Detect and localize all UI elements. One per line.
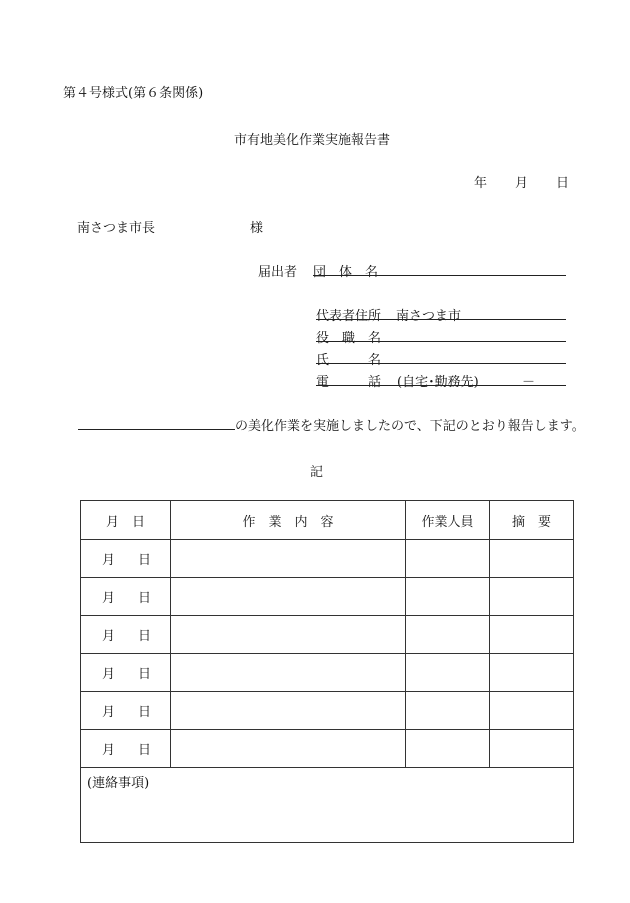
header-date: 月 日 — [81, 501, 171, 540]
table-row — [81, 730, 574, 768]
date-year-label: 年 — [474, 176, 488, 191]
workers-cell[interactable] — [406, 730, 490, 768]
name-label: 氏 名 — [316, 353, 382, 368]
date-cell[interactable] — [81, 578, 171, 616]
table-row — [81, 578, 574, 616]
workers-cell[interactable] — [406, 692, 490, 730]
rep-address-field[interactable] — [316, 319, 566, 320]
phone-type: (自宅･勤務先) — [397, 375, 479, 390]
day-label: 日 — [137, 591, 151, 606]
header-content: 作 業 内 容 — [171, 501, 406, 540]
phone-label: 電 話 — [316, 375, 382, 390]
phone-field[interactable] — [316, 385, 566, 386]
content-cell[interactable] — [171, 540, 406, 578]
date-day-label: 日 — [556, 176, 570, 191]
header-remarks: 摘 要 — [490, 501, 574, 540]
table-header-row — [81, 501, 574, 540]
remarks-cell[interactable] — [490, 578, 574, 616]
notes-cell[interactable] — [81, 768, 574, 843]
remarks-cell[interactable] — [490, 730, 574, 768]
table-row — [81, 692, 574, 730]
remarks-cell[interactable] — [490, 540, 574, 578]
position-label: 役 職 名 — [316, 331, 382, 346]
work-record-table — [80, 500, 574, 843]
month-label: 月 — [102, 743, 116, 758]
table-row — [81, 654, 574, 692]
day-label: 日 — [137, 705, 151, 720]
org-name-field[interactable] — [313, 275, 566, 276]
position-field[interactable] — [316, 341, 566, 342]
date-cell[interactable] — [81, 540, 171, 578]
date-cell[interactable] — [81, 730, 171, 768]
month-label: 月 — [102, 553, 116, 568]
work-location-field[interactable] — [78, 429, 235, 430]
day-label: 日 — [137, 743, 151, 758]
content-cell[interactable] — [171, 692, 406, 730]
date-cell[interactable] — [81, 654, 171, 692]
remarks-cell[interactable] — [490, 616, 574, 654]
workers-cell[interactable] — [406, 578, 490, 616]
table-row — [81, 616, 574, 654]
notes-label: (連絡事項) — [87, 776, 150, 791]
day-label: 日 — [137, 667, 151, 682]
notes-row — [81, 768, 574, 843]
rep-address-label: 代表者住所 — [316, 309, 382, 324]
date-cell[interactable] — [81, 692, 171, 730]
page-title: 市有地美化作業実施報告書 — [234, 133, 391, 148]
day-label: 日 — [137, 629, 151, 644]
report-statement: の美化作業を実施しましたので、下記のとおり報告します。 — [235, 419, 585, 434]
workers-cell[interactable] — [406, 616, 490, 654]
workers-cell[interactable] — [406, 654, 490, 692]
header-workers: 作業人員 — [406, 501, 490, 540]
notifier-label: 届出者 — [258, 265, 298, 280]
content-cell[interactable] — [171, 616, 406, 654]
content-cell[interactable] — [171, 730, 406, 768]
day-label: 日 — [137, 553, 151, 568]
workers-cell[interactable] — [406, 540, 490, 578]
content-cell[interactable] — [171, 654, 406, 692]
table-row — [81, 540, 574, 578]
date-cell[interactable] — [81, 616, 171, 654]
org-name-label: 団 体 名 — [313, 265, 379, 280]
addressee-name: 南さつま市長 — [77, 221, 156, 236]
ki-label: 記 — [310, 465, 324, 480]
form-number: 第４号様式(第６条関係) — [63, 86, 204, 101]
phone-dash: － — [522, 375, 536, 390]
remarks-cell[interactable] — [490, 692, 574, 730]
remarks-cell[interactable] — [490, 654, 574, 692]
month-label: 月 — [102, 629, 116, 644]
month-label: 月 — [102, 705, 116, 720]
name-field[interactable] — [316, 363, 566, 364]
month-label: 月 — [102, 591, 116, 606]
addressee-honorific: 様 — [250, 221, 264, 236]
content-cell[interactable] — [171, 578, 406, 616]
rep-address-value: 南さつま市 — [396, 309, 462, 324]
date-month-label: 月 — [515, 176, 529, 191]
month-label: 月 — [102, 667, 116, 682]
